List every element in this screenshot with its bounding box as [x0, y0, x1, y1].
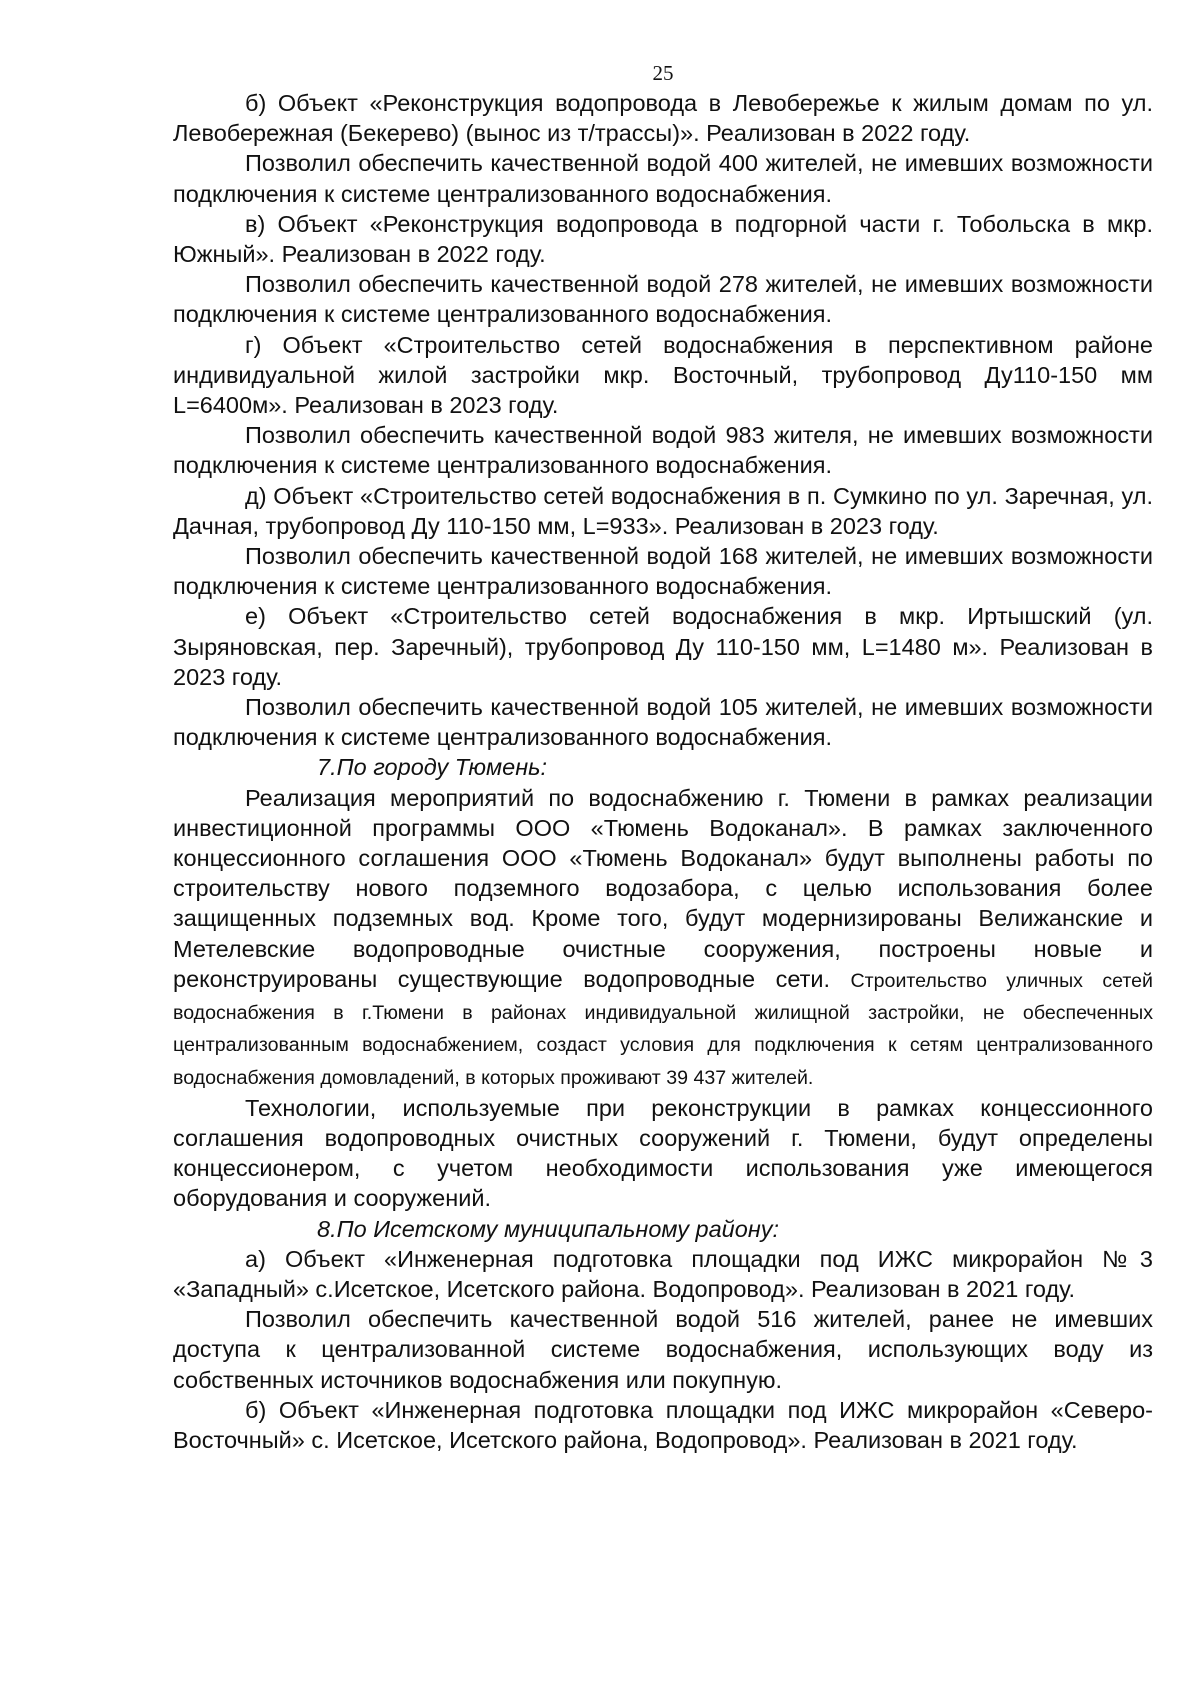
paragraph-result-516: Позволил обеспечить качественной водой 516 жителей, ранее не имевших доступа к централизованной системе водоснабжения, использующих воду из собственных источников водоснабжения или покупную. [173, 1306, 1153, 1393]
section-number-7: 7. [317, 754, 337, 781]
page-number: 25 [652, 61, 674, 85]
paragraph-object-b-severo-vostochny: б) Объект «Инженерная подготовка площадки под ИЖС микрорайон «Северо-Восточный» с. Исетское, Исетского района, Водопровод». Реализован в 2021 году. [173, 1396, 1153, 1453]
paragraph-object-a-zapadny: а) Объект «Инженерная подготовка площадки под ИЖС микрорайон №3 «Западный» с.Исетское, Исетского района. Водопровод». Реализован в 2021 году. [173, 1245, 1153, 1302]
paragraph-object-v-podgornaya: в) Объект «Реконструкция водопровода в подгорной части г. Тобольска в мкр. Южный». Реализован в 2022 году. [173, 210, 1153, 268]
document-page [173, 60, 1153, 1455]
section-heading-isetsky [173, 1214, 1153, 1244]
paragraph-object-g-vostochny: г) Объект «Строительство сетей водоснабжения в перспективном районе индивидуальной жилой застройки мкр. Восточный, трубопровод Ду110-150 мм L=6400м». Реализован в 2023 году. [173, 331, 1153, 419]
paragraph-tyumen-main: Реализация мероприятий по водоснабжению г. Тюмени в рамках реализации инвестиционной программы ООО «Тюмень Водоканал». В рамках заключенного концессионного соглашения ООО «Тюмень Водоканал» будут выполнены работы по строительству нового подземного водозабора, с целью использования более защищенных подземных вод. Кроме того, будут модернизированы Велижанские и Метелевские водопроводные очистные сооружения, построены новые и реконструированы существующие водопроводные сети. [173, 784, 1153, 992]
paragraph-result-168: Позволил обеспечить качественной водой 168 жителей, не имевших возможности подключения к системе централизованного водоснабжения. [173, 543, 1153, 600]
paragraph-result-983: Позволил обеспечить качественной водой 983 жителя, не имевших возможности подключения к системе централизованного водоснабжения. [173, 422, 1153, 479]
section-heading-tyumen [173, 752, 1153, 782]
paragraph-result-400: Позволил обеспечить качественной водой 400 жителей, не имевших возможности подключения к системе централизованного водоснабжения. [173, 150, 1153, 207]
paragraph-object-d-sumkino: д) Объект «Строительство сетей водоснабжения в п. Сумкино по ул. Заречная, ул. Дачная, трубопровод Ду 110-150 мм, L=933». Реализован в 2023 году. [173, 482, 1153, 539]
paragraph-technologies: Технологии, используемые при реконструкции в рамках концессионного соглашения водопроводных очистных сооружений г. Тюмени, будут определены концессионером, с учетом необходимости использования уже имеющегося оборудования и сооружений. [173, 1094, 1153, 1212]
section-title-tyumen: По городу Тюмень: [336, 754, 548, 781]
section-number-8: 8. [317, 1215, 337, 1242]
section-title-isetsky: По Исетскому муниципальному району: [336, 1215, 780, 1242]
paragraph-tyumen-program [173, 783, 1153, 1093]
paragraph-tyumen-streets: Строительство уличных сетей водоснабжения в г.Тюмени в районах индивидуальной жилищной застройки, не обеспеченных централизованным водоснабжением, создаст условия для подключения к сетям централизованного водоснабжения домовладений, в которых проживают 39 437 жителей. [173, 969, 1153, 1089]
paragraph-result-105: Позволил обеспечить качественной водой 105 жителей, не имевших возможности подключения к системе централизованного водоснабжения. [173, 694, 1153, 751]
paragraph-result-278: Позволил обеспечить качественной водой 278 жителей, не имевших возможности подключения к системе централизованного водоснабжения. [173, 271, 1153, 328]
paragraph-object-b-levoberezhye: б) Объект «Реконструкция водопровода в Левобережье к жилым домам по ул. Левобережная (Бекерево) (вынос из т/трассы)». Реализован в 2022 году. [173, 90, 1153, 147]
paragraph-object-e-irtyshsky: е) Объект «Строительство сетей водоснабжения в мкр. Иртышский (ул. Зыряновская, пер. Заречный), трубопровод Ду 110-150 мм, L=1480 м». Реализован в 2023 году. [173, 603, 1153, 690]
